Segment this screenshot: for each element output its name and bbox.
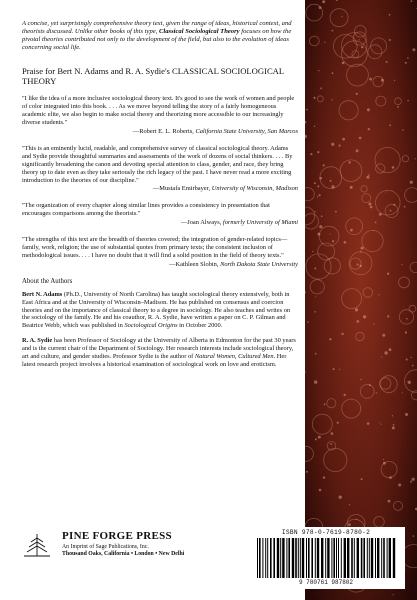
barcode-icon <box>255 538 397 578</box>
quote-3: "The organization of every chapter along similar lines provides a consistency in presentation that encourages comparisons among the theorists." <box>22 202 270 218</box>
quote-2: "This is an eminently lucid, readable, and comprehensive survey of classical sociological theory. Adams and Sydie provide thoughtful summaries and assessments of the work of dozens of social thinkers. . . . By significantly broadening the canon and devoting special attention to class, gender, and race, they bring theory up to date even as they take seriously the rich legacy of the past. I have never read a more exciting introduction to the theories of our discipline." <box>22 144 293 184</box>
pine-tree-logo-icon <box>22 532 52 558</box>
intro-text: A concise, yet surprisingly comprehensive theory text, given the range of ideas, historical context, and theorists discussed. Unlike other books of this type, <box>22 20 292 36</box>
content <box>22 20 298 376</box>
quote-1: "I like the idea of a more inclusive sociological theory text. It's good to see the work of women and people of color integrated into this book. . . . As we move beyond telling the story of a fairly homogeneous academic elite, we also begin to make social theory and theorizing more accessible to our increasingly diverse students." <box>22 95 295 127</box>
quote-4-attribution: —Kathleen Slobin, North Dakota State University <box>169 260 298 268</box>
texture-pattern <box>305 0 417 600</box>
barcode-digits: 9 780761 987802 <box>298 579 353 586</box>
publisher-imprint: An Imprint of Sage Publications, Inc. <box>62 544 149 550</box>
publisher-name: PINE FORGE PRESS <box>62 530 172 542</box>
isbn-label: ISBN 978-0-7619-8780-2 <box>281 529 371 536</box>
quote-2-attribution: —Mustafa Emirbayer, University of Wisconsin, Madison <box>152 185 298 193</box>
barcode-panel <box>247 527 405 589</box>
quote-3-attribution: —Joan Always, formerly University of Miami <box>180 219 298 227</box>
intro-text-end: focuses on how the pivotal theories contributed not only to the development of the field, but also to the evolution of ideas concerning social life. <box>22 28 292 52</box>
quote-1-attribution: —Robert E. L. Roberts, California State University, San Marcos <box>132 128 298 135</box>
intro-blurb <box>22 20 298 52</box>
about-heading: About the Authors <box>22 277 73 285</box>
quote-4: "The strengths of this text are the breadth of theories covered; the integration of gender-related topics—family, work, religion; the use of substantial quotes from primary texts; the consistent inclusion of methodological issues. . . . I have no doubt that it will find a solid position in the field of theory texts." <box>22 236 288 259</box>
praise-heading: Praise for Bert N. Adams and R. A. Sydie's CLASSICAL SOCIOLOGICAL THEORY <box>22 66 284 87</box>
bio-sydie: R. A. Sydie has been Professor of Sociology at the University of Alberta in Edmonton for the past 30 years and is the current chair of the Department of Sociology. Her research interests include sociological theory, art and culture, and gender studies. Professor Sydie is the author of Natural Women, Cultured Men. Her latest research project involves a historical examination of sociological work on love and eroticism. <box>22 337 296 368</box>
publisher-locations: Thousand Oaks, California • London • New Delhi <box>62 551 185 557</box>
bio-adams: Bert N. Adams (Ph.D., University of North Carolina) has taught sociological theory extensively, both in East Africa and at the University of Wisconsin–Madison. He has published on consensus and coercion theories and on the importance of classical theory to a degree in sociology. He also teaches and writes on the sociology of the family. He and his coauthor, R. A. Sydie, have written a paper on C. P. Gilman and Beatrice Webb, which was published in Sociological Origins in October 2000. <box>22 290 291 330</box>
intro-title: Classical Sociological Theory <box>159 28 240 36</box>
decorative-sidebar <box>305 0 417 600</box>
